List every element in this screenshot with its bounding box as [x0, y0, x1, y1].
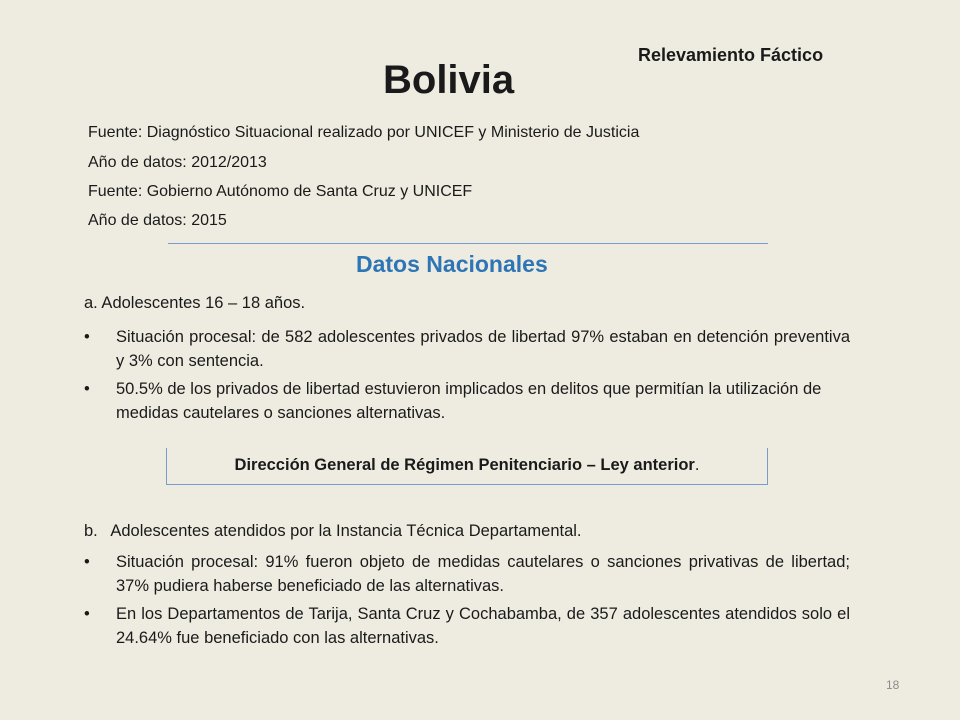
- header-label: Relevamiento Fáctico: [638, 45, 824, 65]
- year-line: Año de datos: 2015: [88, 212, 227, 229]
- source-line: Fuente: Diagnóstico Situacional realizado por UNICEF y Ministerio de Justicia: [88, 124, 640, 141]
- list-item-text: 50.5% de los privados de libertad estuvieron implicados en delitos que permitían la utilización de medidas cautelares o sanciones alternativas.: [116, 380, 822, 422]
- bullet-icon: •: [84, 605, 90, 623]
- year-line: Año de datos: 2012/2013: [88, 154, 267, 171]
- block-b-list: [84, 550, 850, 650]
- list-item: [84, 377, 850, 425]
- section-title: Datos Nacionales: [356, 251, 548, 277]
- bullet-icon: •: [84, 380, 90, 398]
- list-item-text: Situación procesal: de 582 adolescentes privados de libertad 97% estaban en detención preventiva y 3% con sentencia.: [116, 328, 850, 370]
- list-item: [84, 602, 850, 650]
- page-number: 18: [886, 678, 900, 692]
- callout-suffix: .: [694, 456, 700, 474]
- list-item: [84, 550, 850, 598]
- bullet-icon: •: [84, 553, 90, 571]
- callout-box: [166, 448, 768, 485]
- source-line: Fuente: Gobierno Autónomo de Santa Cruz y UNICEF: [88, 183, 473, 200]
- block-a-heading: a. Adolescentes 16 – 18 años.: [84, 294, 306, 312]
- divider: [168, 243, 768, 244]
- callout-text: Dirección General de Régimen Penitenciario – Ley anterior.: [234, 456, 700, 474]
- list-item: [84, 325, 850, 373]
- block-a-list: [84, 325, 850, 425]
- block-b-marker: b.: [84, 522, 98, 540]
- block-b-heading: b. Adolescentes atendidos por la Instancia Técnica Departamental.: [84, 522, 582, 540]
- bullet-icon: •: [84, 328, 90, 346]
- slide-title: Bolivia: [383, 58, 515, 102]
- list-item-text: En los Departamentos de Tarija, Santa Cruz y Cochabamba, de 357 adolescentes atendidos solo el 24.64% fue beneficiado con las alternativas.: [116, 605, 850, 647]
- list-item-text: Situación procesal: 91% fueron objeto de medidas cautelares o sanciones privativas de libertad; 37% pudiera haberse beneficiado de las alternativas.: [116, 553, 850, 595]
